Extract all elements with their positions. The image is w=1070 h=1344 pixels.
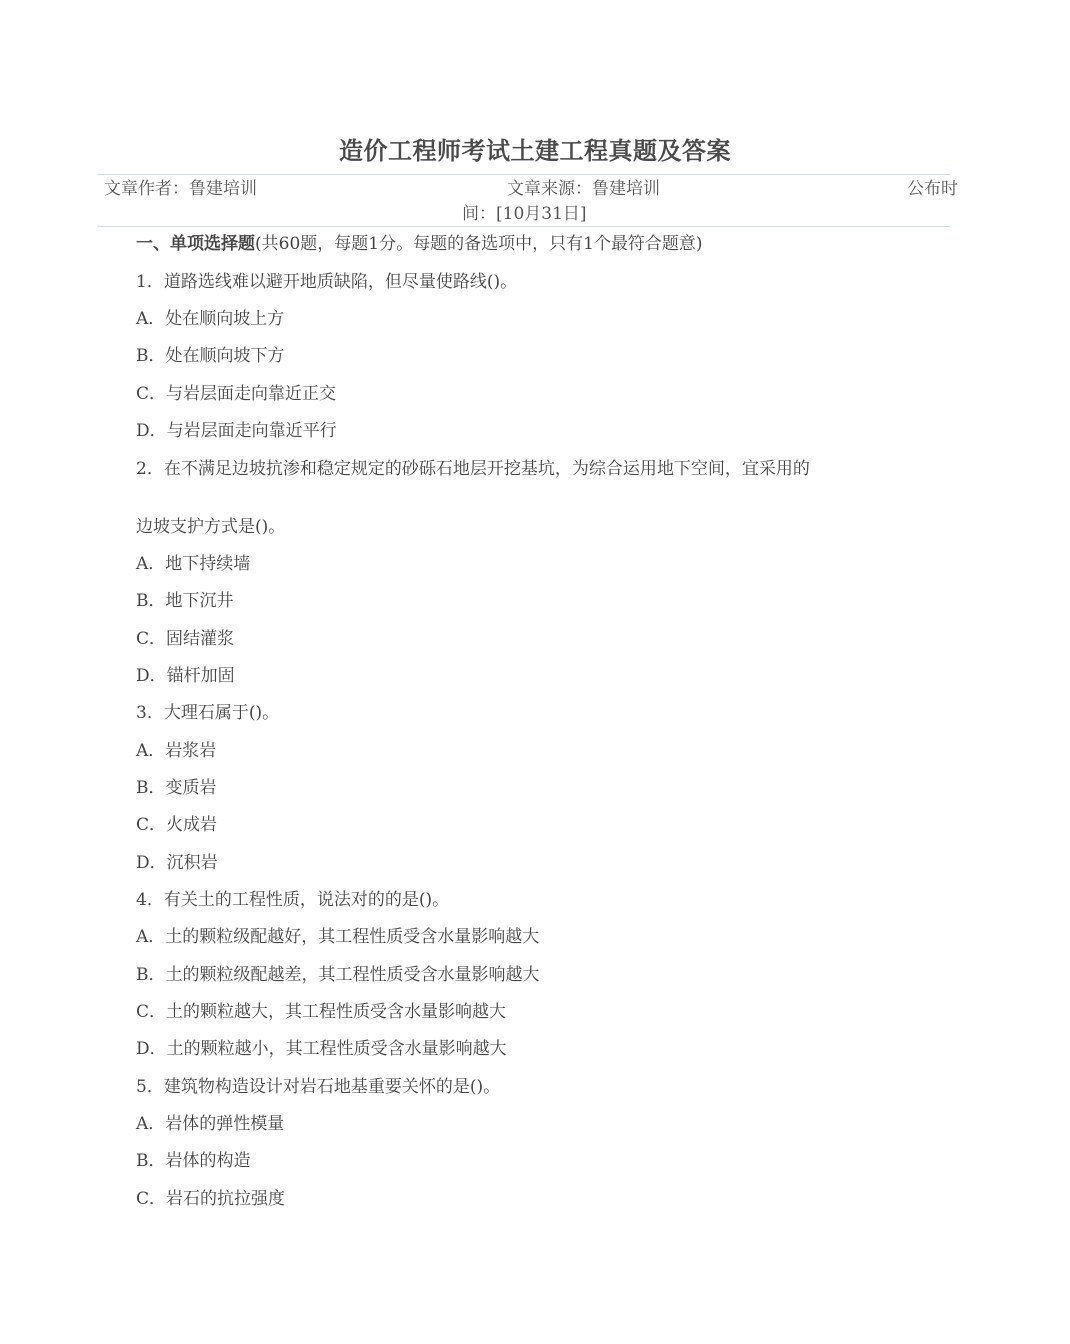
q4-option-d: D．土的颗粒越小，其工程性质受含水量影响越大 xyxy=(136,1039,507,1059)
q3-option-b: B．变质岩 xyxy=(136,778,217,798)
publish-date: 间：[10月31日] xyxy=(462,204,587,224)
q3-option-c: C．火成岩 xyxy=(136,815,218,835)
q4-option-c: C．土的颗粒越大，其工程性质受含水量影响越大 xyxy=(136,1002,507,1022)
q2-option-b: B．地下沉井 xyxy=(136,591,234,611)
q4-option-b: B．土的颗粒级配越差，其工程性质受含水量影响越大 xyxy=(136,965,540,985)
question-3: 3．大理石属于()。 xyxy=(136,703,280,723)
q2-option-a: A．地下持续墙 xyxy=(136,554,251,574)
source-meta: 文章来源：鲁建培训 xyxy=(507,179,660,199)
q5-option-c: C．岩石的抗拉强度 xyxy=(136,1189,286,1209)
article-title: 造价工程师考试土建工程真题及答案 xyxy=(339,136,731,165)
q5-option-a: A．岩体的弹性模量 xyxy=(136,1114,285,1134)
header-rule-top xyxy=(97,174,950,175)
q4-option-a: A．土的颗粒级配越好，其工程性质受含水量影响越大 xyxy=(136,927,540,947)
q1-option-b: B．处在顺向坡下方 xyxy=(136,346,285,366)
q2-option-c: C．固结灌浆 xyxy=(136,629,235,649)
q2-option-d: D．锚杆加固 xyxy=(136,666,235,686)
question-2: 2．在不满足边坡抗渗和稳定规定的砂砾石地层开挖基坑，为综合运用地下空间，宜采用的 xyxy=(136,459,810,479)
question-5: 5．建筑物构造设计对岩石地基重要关怀的是()。 xyxy=(136,1077,501,1097)
section-heading-note: (共60题，每题1分。每题的备选项中，只有1个最符合题意) xyxy=(255,234,703,254)
question-4: 4．有关土的工程性质，说法对的的是()。 xyxy=(136,890,450,910)
question-2-continued: 边坡支护方式是()。 xyxy=(136,517,286,537)
publish-time-label: 公布时 xyxy=(907,179,958,199)
q5-option-b: B．岩体的构造 xyxy=(136,1151,251,1171)
author-meta: 文章作者：鲁建培训 xyxy=(104,179,257,199)
section-heading xyxy=(136,232,703,256)
q1-option-d: D．与岩层面走向靠近平行 xyxy=(136,421,337,441)
section-heading-bold: 一、单项选择题 xyxy=(136,234,255,254)
q3-option-a: A．岩浆岩 xyxy=(136,741,217,761)
q1-option-a: A．处在顺向坡上方 xyxy=(136,309,285,329)
header-rule-bottom xyxy=(97,226,950,227)
question-1: 1．道路选线难以避开地质缺陷，但尽量使路线()。 xyxy=(136,272,518,292)
q1-option-c: C．与岩层面走向靠近正交 xyxy=(136,384,337,404)
q3-option-d: D．沉积岩 xyxy=(136,853,218,873)
